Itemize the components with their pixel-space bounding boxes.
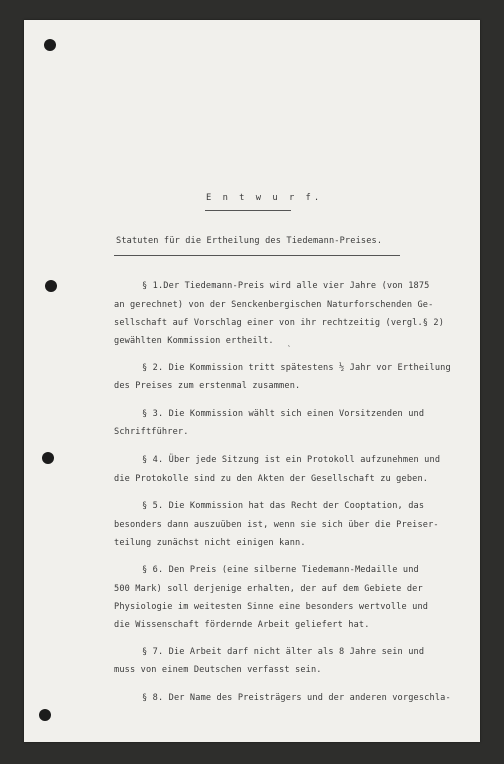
text-line: § 4. Über jede Sitzung ist ein Protokoll aufzunehmen und xyxy=(142,455,441,465)
text-line: § 8. Der Name des Preisträgers und der anderen vorgeschla- xyxy=(142,693,451,703)
punch-hole-bottom xyxy=(39,709,51,721)
punch-hole-lower-middle xyxy=(42,452,54,464)
punch-hole-upper-middle xyxy=(45,280,57,292)
text-line: teilung zunächst nicht einigen kann. xyxy=(114,538,306,548)
text-line: Schriftführer. xyxy=(114,427,189,437)
text-line: die Protokolle sind zu den Akten der Gesellschaft zu geben. xyxy=(114,474,429,484)
subtitle-underline xyxy=(114,255,400,256)
text-line: des Preises zum erstenmal zusammen. xyxy=(114,381,301,391)
text-line: an gerechnet) von der Senckenbergischen Naturforschenden Ge- xyxy=(114,300,434,310)
text-line: sellschaft auf Vorschlag einer von ihr rechtzeitig (vergl.§ 2) xyxy=(114,318,445,328)
text-line: § 2. Die Kommission tritt spätestens ½ Jahr vor Ertheilung xyxy=(142,363,451,373)
title-underline xyxy=(205,210,291,211)
text-line: § 1.Der Tiedemann-Preis wird alle vier Jahre (von 1875 xyxy=(142,281,430,291)
punch-hole-top xyxy=(44,39,56,51)
text-line: § 7. Die Arbeit darf nicht älter als 8 Jahre sein und xyxy=(142,647,425,657)
document-subtitle: Statuten für die Ertheilung des Tiedemann-Preises. xyxy=(116,236,383,246)
text-line: die Wissenschaft fördernde Arbeit geliefert hat. xyxy=(114,620,370,630)
pencil-mark-icon: ˛ xyxy=(287,339,292,347)
text-line: gewählten Kommission ertheilt. xyxy=(114,336,274,346)
text-line: § 6. Den Preis (eine silberne Tiedemann-Medaille und xyxy=(142,565,419,575)
text-line: Physiologie im weitesten Sinne eine besonders wertvolle und xyxy=(114,602,429,612)
text-line: § 5. Die Kommission hat das Recht der Cooptation, das xyxy=(142,501,425,511)
text-line: § 3. Die Kommission wählt sich einen Vorsitzenden und xyxy=(142,409,425,419)
text-line: besonders dann auszuüben ist, wenn sie sich über die Preiser- xyxy=(114,520,439,530)
text-line: muss von einem Deutschen verfasst sein. xyxy=(114,665,322,675)
document-title: E n t w u r f. xyxy=(206,193,323,203)
text-line: 500 Mark) soll derjenige erhalten, der auf dem Gebiete der xyxy=(114,584,423,594)
